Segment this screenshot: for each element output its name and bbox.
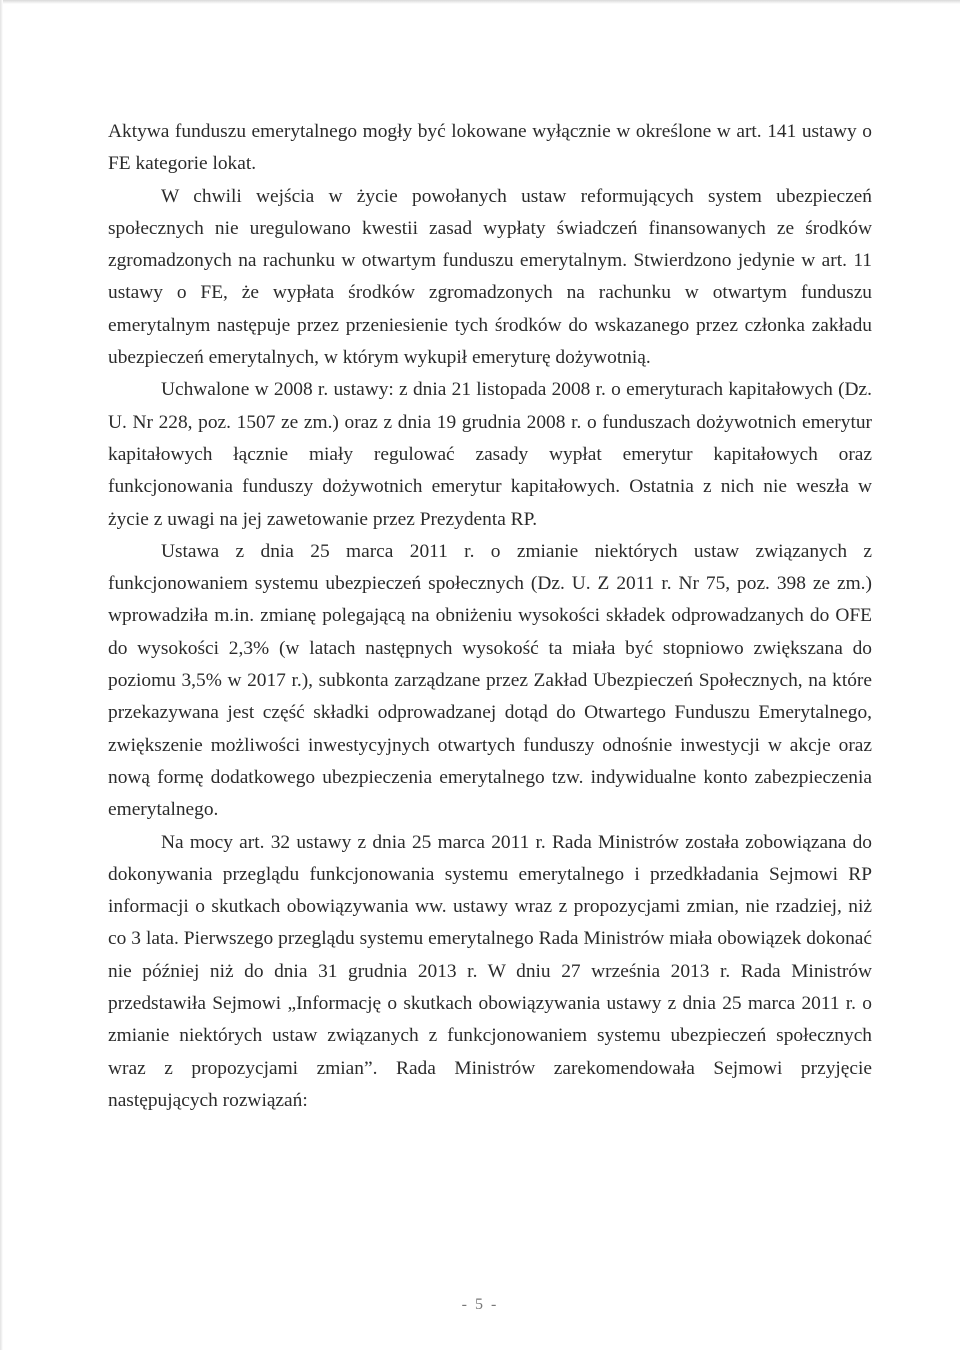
- page-number: - 5 -: [461, 1296, 499, 1313]
- scan-edge-left: [0, 0, 3, 1350]
- paragraph-2011-act: Ustawa z dnia 25 marca 2011 r. o zmianie niektórych ustaw związanych z funkcjonowaniem systemu ubezpieczeń społecznych (Dz. U. Z 2011 r. Nr 75, poz. 398 ze zm.) wprowadziła m.in. zmianę polegającą na obniżeniu wysokości składek odprowadzanych do OFE do wysokości 2,3% (w latach następnych wysokość ta miała być stopniowo zwiększana do poziomu 3,5% w 2017 r.), subkonta zarządzane przez Zakład Ubezpieczeń Społecznych, na które przekazywana jest część składki odprowadzanej dotąd do Otwartego Funduszu Emerytalnego, zwiększenie możliwości inwestycyjnych otwartych funduszy odnośnie inwestycji w akcje oraz nową formę dodatkowego ubezpieczenia emerytalnego tzw. indywidualne konto zabezpieczenia emerytalnego.: [108, 540, 872, 821]
- page-body: [108, 116, 872, 1117]
- scan-edge-top: [0, 0, 960, 4]
- paragraph-payout-rules: W chwili wejścia w życie powołanych ustaw reformujących system ubezpieczeń społecznych nie uregulowano kwestii zasad wypłaty świadczeń finansowanych ze środków zgromadzonych na rachunku w otwartym funduszu emerytalnym. Stwierdzono jedynie w art. 11 ustawy o FE, że wypłata środków zgromadzonych na rachunku w otwartym funduszu emerytalnym następuje przez przeniesienie tych środków do wskazanego przez członka zakładu ubezpieczeń emerytalnych, w którym wykupił emeryturę dożywotnią.: [108, 185, 872, 369]
- paragraph-review: Na mocy art. 32 ustawy z dnia 25 marca 2011 r. Rada Ministrów została zobowiązana do dokonywania przeglądu funkcjonowania systemu emerytalnego i przedkładania Sejmowi RP informacji o skutkach obowiązywania ww. ustawy wraz z propozycjami zmian, nie rzadziej, niż co 3 lata. Pierwszego przeglądu systemu emerytalnego Rada Ministrów miała obowiązek dokonać nie później niż do dnia 31 grudnia 2013 r. W dniu 27 września 2013 r. Rada Ministrów przedstawiła Sejmowi „Informację o skutkach obowiązywania ustawy z dnia 25 marca 2011 r. o zmianie niektórych ustaw związanych z funkcjonowaniem systemu ubezpieczeń społecznych wraz z propozycjami zmian”. Rada Ministrów zarekomendowała Sejmowi przyjęcie następujących rozwiązań:: [108, 831, 872, 1111]
- paragraph-2008-acts: Uchwalone w 2008 r. ustawy: z dnia 21 listopada 2008 r. o emeryturach kapitałowych (Dz. U. Nr 228, poz. 1507 ze zm.) oraz z dnia 19 grudnia 2008 r. o funduszach dożywotnich emerytur kapitałowych łącznie miały regulować zasady wypłat emerytur kapitałowych oraz funkcjonowania funduszy dożywotnich emerytur kapitałowych. Ostatnia z nich nie weszła w życie z uwagi na jej zawetowanie przez Prezydenta RP.: [108, 379, 872, 530]
- paragraph-assets: Aktywa funduszu emerytalnego mogły być lokowane wyłącznie w określone w art. 141 ustawy o FE kategorie lokat.: [108, 121, 872, 175]
